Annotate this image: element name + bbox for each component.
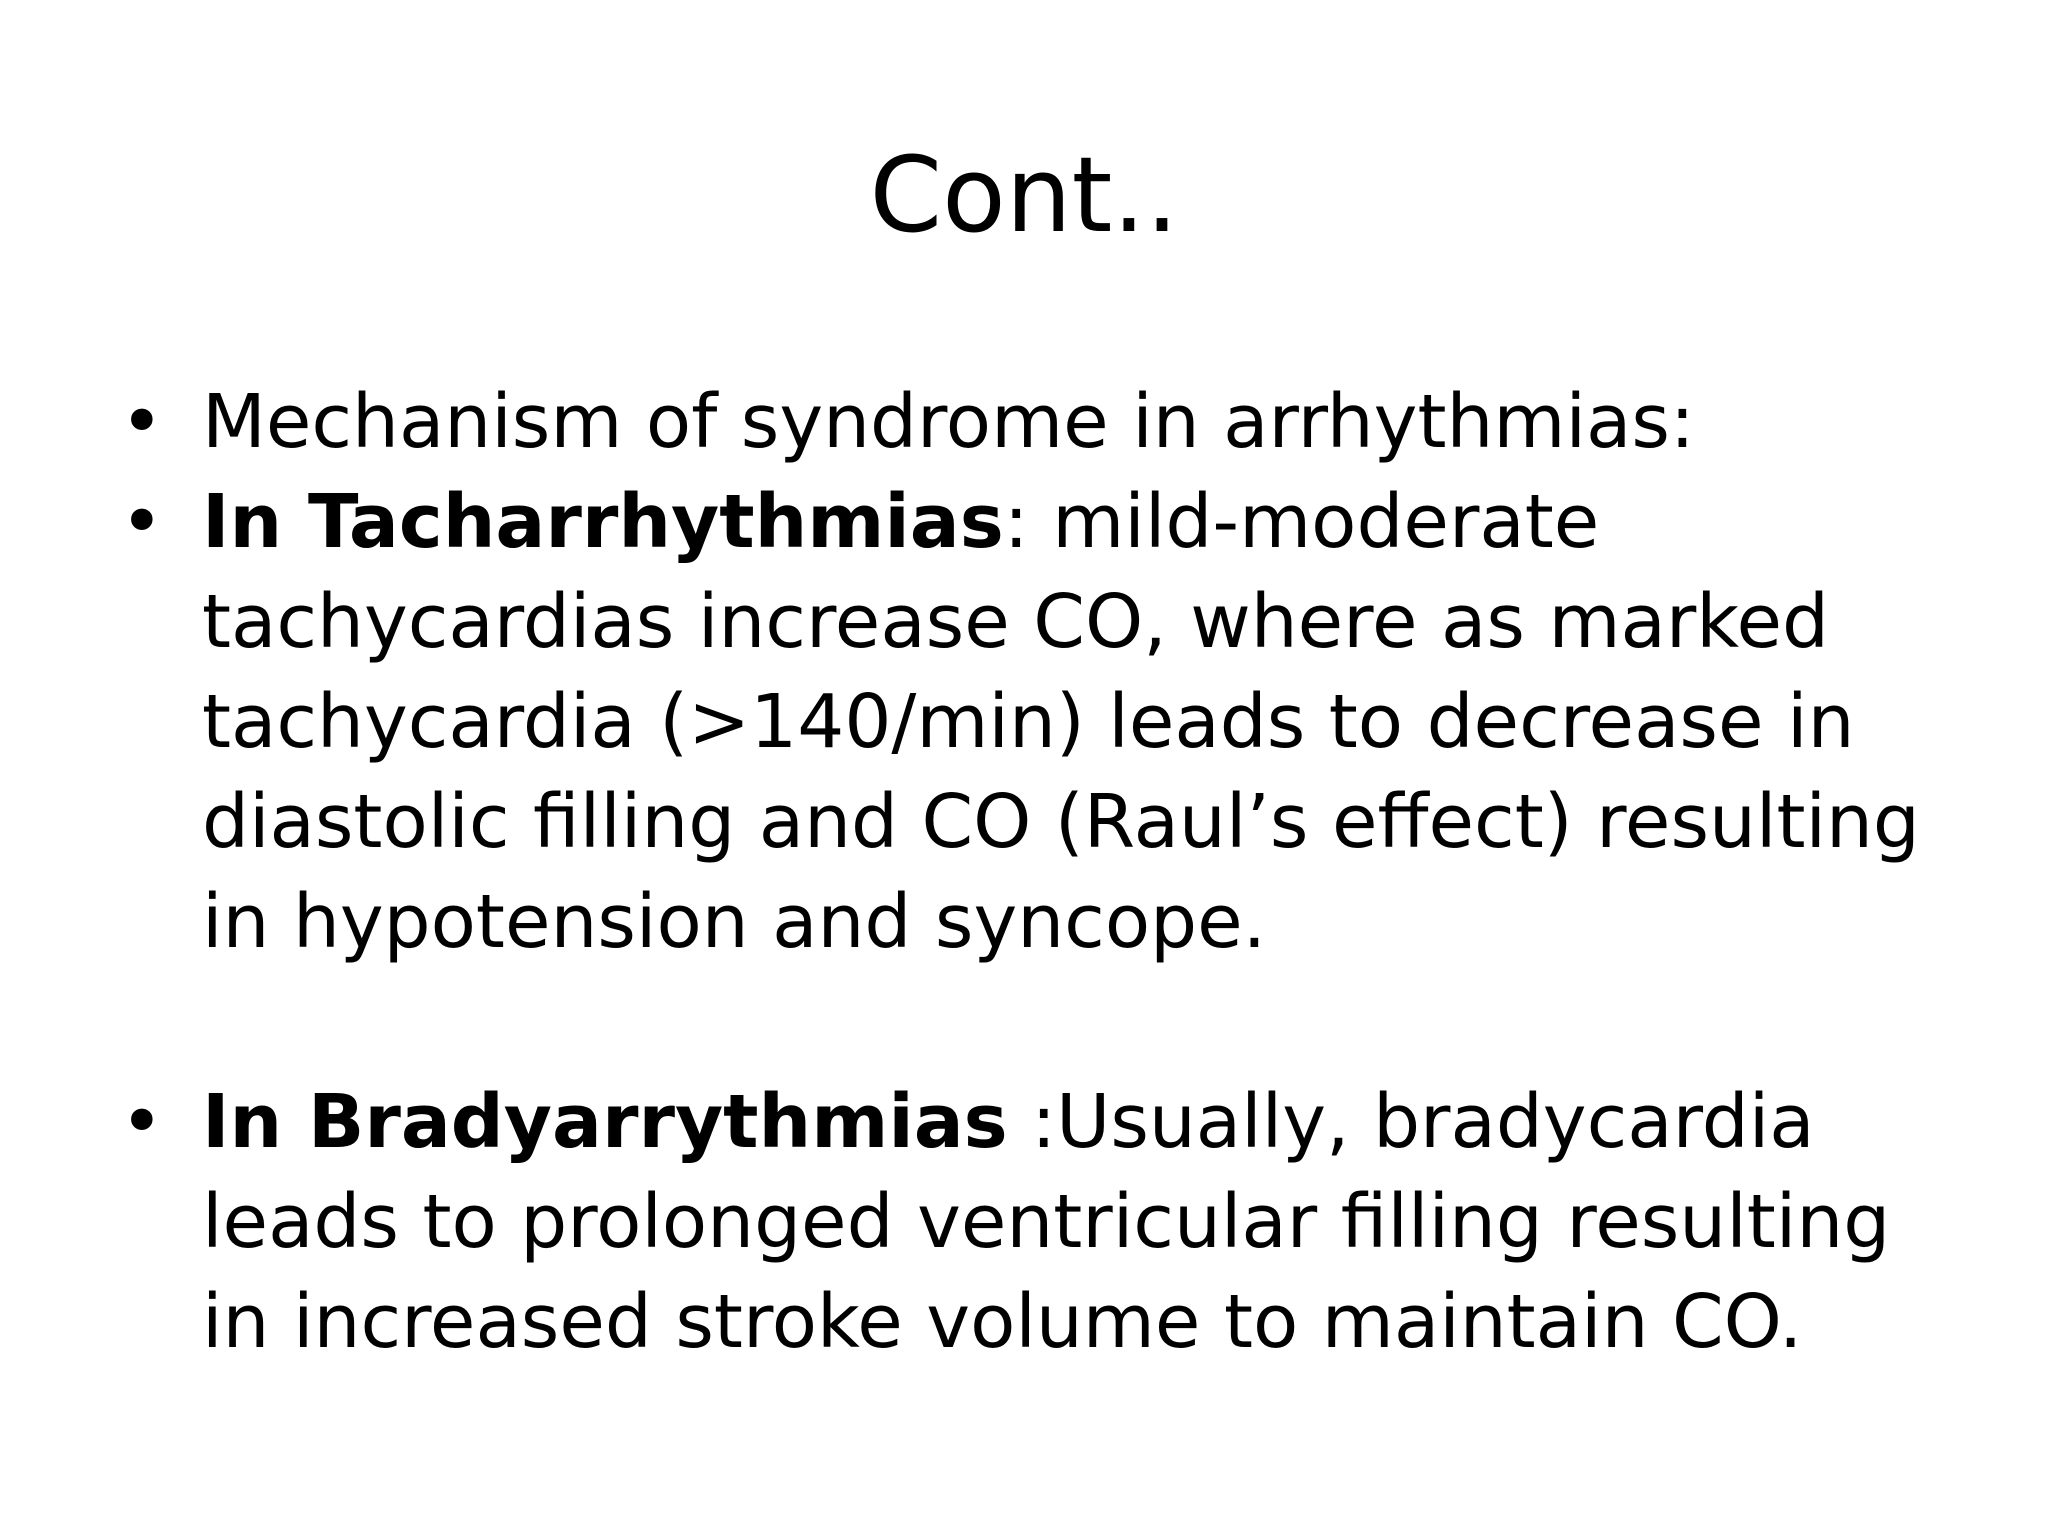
bullet-icon: • — [120, 479, 164, 565]
bullet-spacer — [120, 972, 1960, 1072]
bullet-item-bradyarrhythmias — [120, 1072, 1960, 1372]
bullet-icon: • — [120, 379, 164, 465]
bullet-item-tachyarrhythmias — [120, 472, 1960, 972]
bullet-item-mechanism — [120, 372, 1960, 472]
bullet-icon: • — [120, 1079, 164, 1165]
bullet-heading: In Bradyarrythmias — [202, 1079, 1008, 1165]
bullet-heading: In Tacharrhythmias — [202, 479, 1004, 565]
bullet-text: : mild-moderate tachycardias increase CO, where as marked tachycardia (>140/min) leads to decrease in diastolic filling and CO (Raul’s effect) resulting in hypotension and syncope. — [202, 479, 1920, 965]
bullet-list — [120, 372, 1960, 1372]
bullet-text: :Usually, bradycardia leads to prolonged ventricular filling resulting in increased stroke volume to maintain CO. — [202, 1079, 1891, 1365]
bullet-text: Mechanism of syndrome in arrhythmias: — [202, 379, 1695, 465]
slide-title: Cont.. — [869, 134, 1179, 256]
